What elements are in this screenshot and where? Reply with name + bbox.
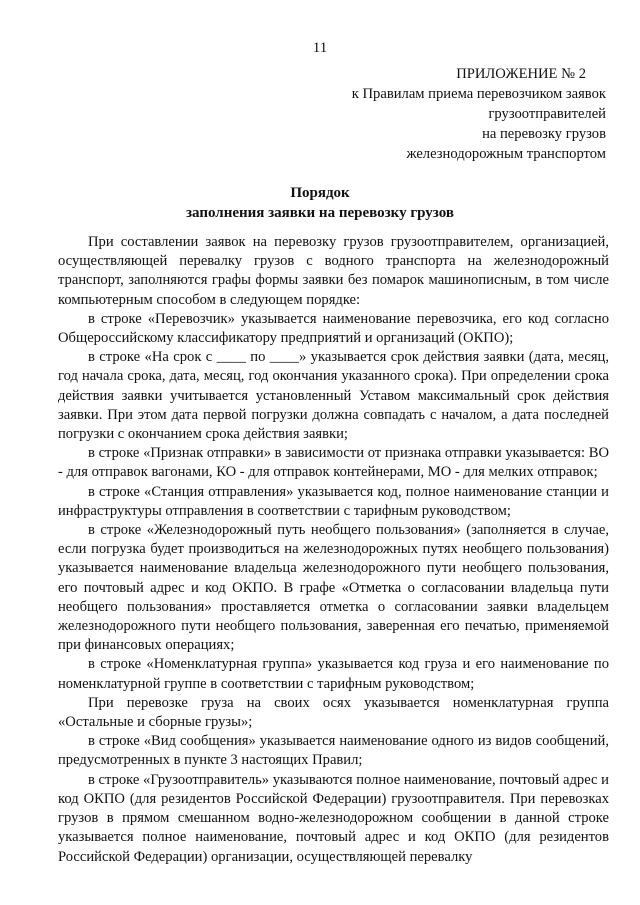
title-line-2: заполнения заявки на перевозку грузов [186, 205, 454, 221]
appendix-header [286, 64, 606, 164]
paragraph: в строке «Грузоотправитель» указываются полное наименование, почтовый адрес и код ОКПО (для резидентов Российской Федерации) грузоотправителя. При перевозках грузов в прямом смешанном водно-железнодорожном сообщении в данной строке указывается полное наименование, почтовый адрес и код ОКПО (для резидентов Российской Федерации) организации, осуществляющей перевалку [58, 771, 609, 865]
appendix-line: к Правилам приема перевозчиком заявок [351, 86, 606, 102]
appendix-line: железнодорожным транспортом [406, 146, 606, 162]
paragraph: в строке «Признак отправки» в зависимости от признака отправки указывается: ВО - для отправок вагонами, КО - для отправок контейнерами, МО - для мелких отправок; [58, 445, 609, 481]
paragraph: При перевозке груза на своих осях указывается номенклатурная группа «Остальные и сборные грузы»; [58, 694, 609, 731]
appendix-heading: ПРИЛОЖЕНИЕ № 2 [456, 66, 586, 82]
appendix-line: на перевозку грузов [482, 126, 606, 142]
title-line-1: Порядок [290, 185, 350, 201]
appendix-line: грузоотправителей [488, 106, 606, 122]
paragraph: в строке «Станция отправления» указывается код, полное наименование станции и инфраструктуры отправления в соответствии с тарифным руководством; [58, 483, 609, 519]
paragraph: в строке «Перевозчик» указывается наименование перевозчика, его код согласно Общероссийскому классификатору предприятий и организаций (ОКПО); [58, 310, 609, 347]
document-title [0, 183, 640, 223]
page-number: 11 [312, 40, 328, 56]
paragraph: в строке «Номенклатурная группа» указывается код груза и его наименование по номенклатурной группе в соответствии с тарифным руководством; [58, 656, 609, 692]
document-body [58, 233, 609, 867]
paragraph: в строке «На срок с ____ по ____» указывается срок действия заявки (дата, месяц, год начала срока, дата, месяц, год окончания указанного срока). При определении срока действия заявки учитывается установленный Уставом максимальный срок действия заявки. При этом дата первой погрузки должна совпадать с началом, а дата последней погрузки с окончанием срока действия заявки; [58, 349, 609, 443]
paragraph: в строке «Вид сообщения» указывается наименование одного из видов сообщений, предусмотренных в пункте 3 настоящих Правил; [58, 733, 609, 769]
paragraph: При составлении заявок на перевозку грузов грузоотправителем, организацией, осуществляющей перевалку грузов с водного транспорта на железнодорожный транспорт, заполняются графы формы заявки без помарок машинописным, в том числе компьютерным способом в следующем порядке: [58, 234, 609, 308]
paragraph: в строке «Железнодорожный путь необщего пользования» (заполняется в случае, если погрузка будет производиться на железнодорожных путях необщего пользования) указывается наименование владельца железнодорожного пути необщего пользования, его почтовый адрес и код ОКПО. В графе «Отметка о согласовании владельца пути необщего пользования» проставляется отметка о согласовании заявки владельцем железнодорожного пути необщего пользования, заверенная его печатью, применяемой при финансовых операциях; [58, 522, 609, 654]
